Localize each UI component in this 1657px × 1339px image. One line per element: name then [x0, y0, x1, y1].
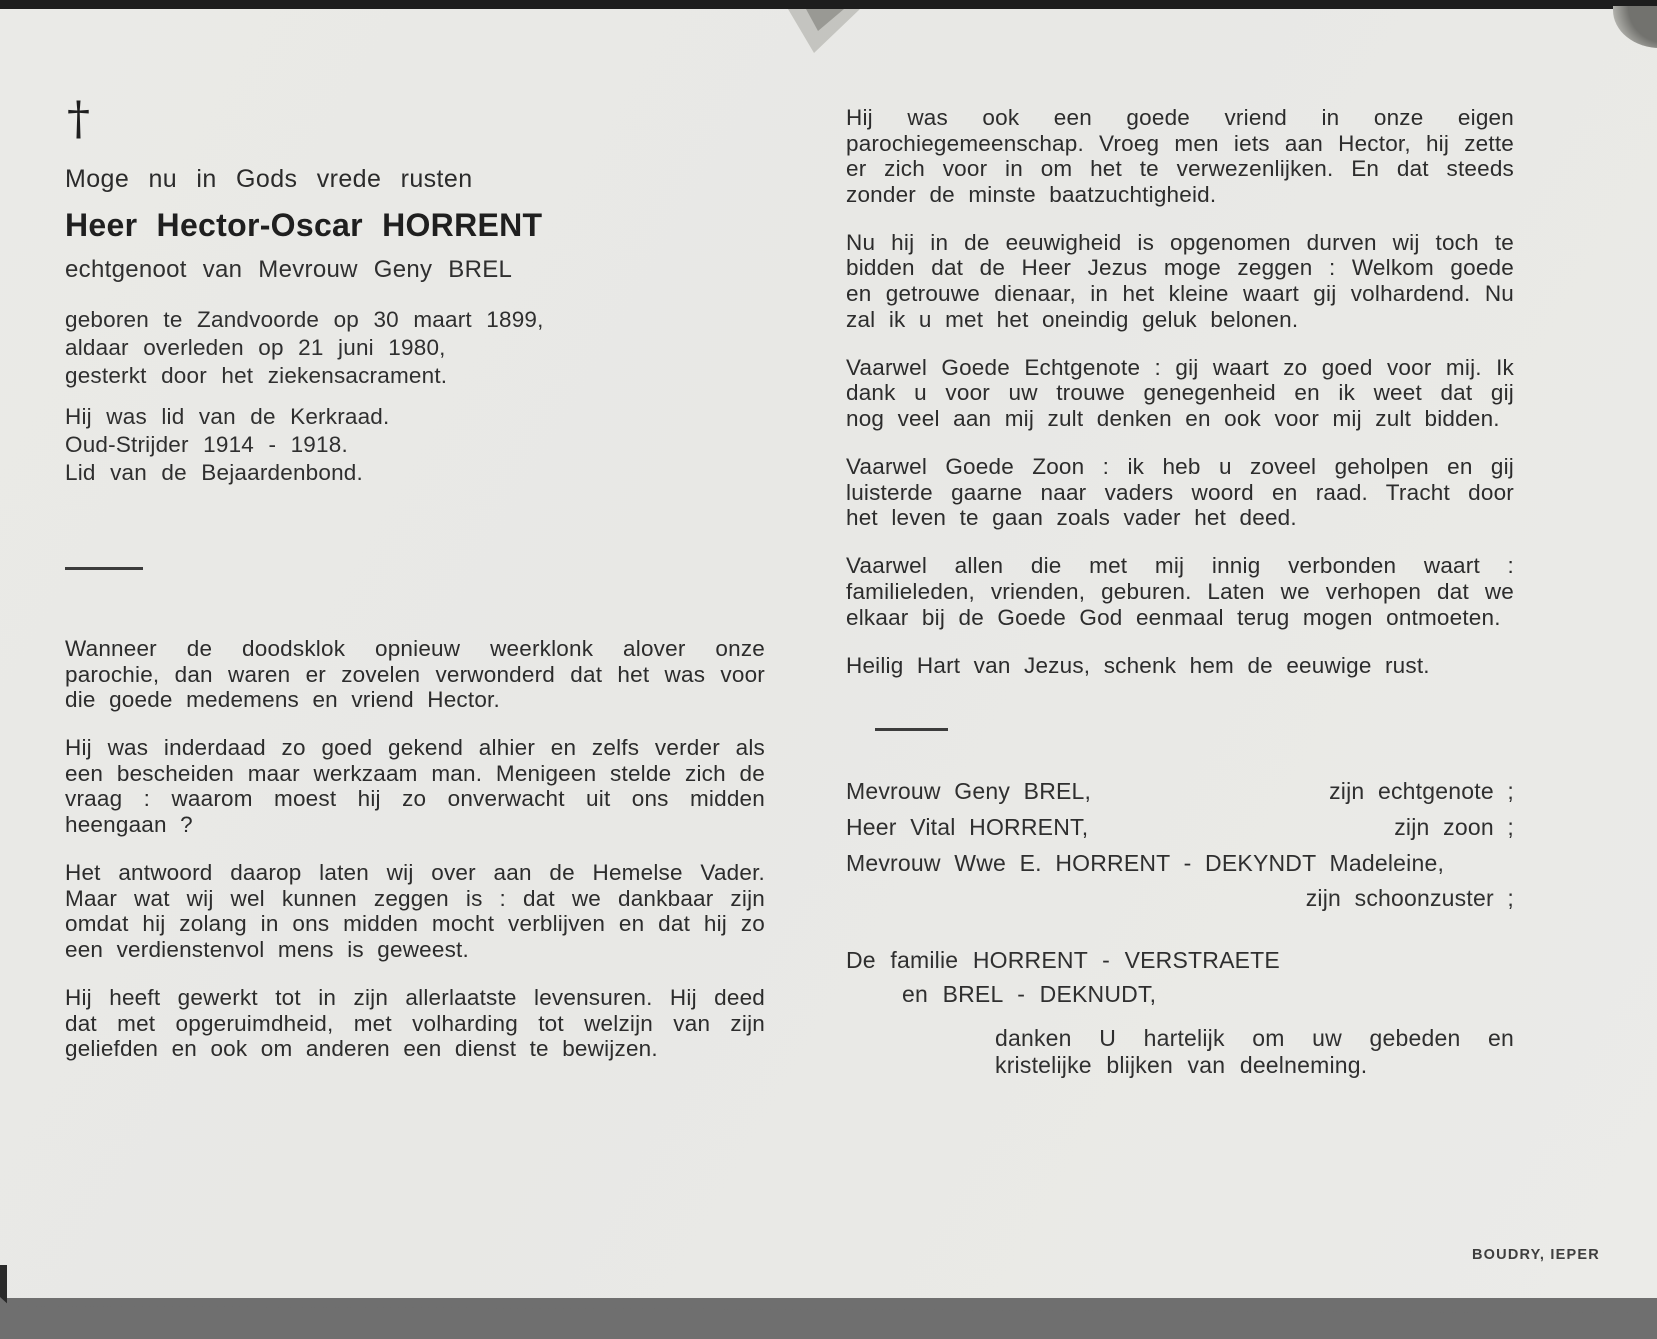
sacred-heart-prayer: Heilig Hart van Jezus, schenk hem de eeuwige rust. — [846, 652, 1430, 678]
memberships — [65, 403, 765, 487]
family-closing — [846, 947, 1514, 1007]
family-name-line: en BREL - DEKNUDT, — [902, 981, 1157, 1008]
right-column — [846, 105, 1514, 1079]
family-member-relation: zijn zoon ; — [1394, 814, 1514, 841]
farewell-all-paragraph: Vaarwel allen die met mij innig verbonden waart : familieleden, vrienden, geburen. Laten we verhopen dat we elkaar bij de Goede God eenmaal terug mogen ontmoeten. — [846, 553, 1514, 630]
farewell-spouse-paragraph: Vaarwel Goede Echtgenote : gij waart zo goed voor mij. Ik dank u voor uw trouwe genegenheid en ik weet dat gij nog veel aan mij zult denken en ook voor mij zult bidden. — [846, 354, 1514, 431]
eulogy-paragraph: Het antwoord daarop laten wij over aan de Hemelse Vader. Maar wat wij wel kunnen zeggen is : dat we dankbaar zijn omdat hij zolang in ons midden mocht verblijven en dat hij zo een verdienstenvol mens is geweest. — [65, 860, 765, 962]
membership-line: Oud-Strijder 1914 - 1918. — [65, 432, 348, 457]
eulogy-paragraph: Hij heeft gewerkt tot in zijn allerlaatste levensuren. Hij deed dat met opgeruimdheid, met volharding tot welzijn van zijn geliefden en ook om anderen een dienst te bewijzen. — [65, 985, 765, 1062]
family-row — [846, 779, 1514, 804]
family-member-name: Mevrouw Geny BREL, — [846, 778, 1092, 805]
eulogy-paragraph: Nu hij in de eeuwigheid is opgenomen durven wij toch te bidden dat de Heer Jezus moge zeggen : Welkom goede en getrouwe dienaar, in het kleine waart gij volhardend. Nu zal ik u met het oneindig geluk belonen. — [846, 229, 1514, 332]
birth-line: geboren te Zandvoorde op 30 maart 1899, — [65, 307, 544, 332]
membership-line: Hij was lid van de Kerkraad. — [65, 404, 390, 429]
family-member-name: Heer Vital HORRENT, — [846, 814, 1089, 841]
sacrament-line: gesterkt door het ziekensacrament. — [65, 363, 448, 388]
cross-icon: † — [67, 91, 90, 145]
left-column — [65, 92, 765, 1084]
family-row — [846, 851, 1514, 911]
eulogy-paragraph: Hij was ook een goede vriend in onze eigen parochiegemeenschap. Vroeg men iets aan Hector, hij zette er zich voor in om het te verwezenlijken. En dat steeds zonder de minste baatzuchtigheid. — [846, 105, 1514, 207]
spouse-line: echtgenoot van Mevrouw Geny BREL — [65, 256, 513, 283]
paper-fold-shadow — [806, 9, 844, 31]
scanner-top-edge — [0, 0, 1657, 9]
eulogy-paragraph: Wanneer de doodsklok opnieuw weerklonk alover onze parochie, dan waren er zovelen verwonderd dat het was voor die goede medemens en vriend Hector. — [65, 636, 765, 713]
section-divider — [65, 567, 143, 570]
scanner-bottom-edge — [0, 1293, 1657, 1339]
family-member-relation: zijn echtgenote ; — [1329, 778, 1514, 805]
family-name-line: De familie HORRENT - VERSTRAETE — [846, 947, 1280, 974]
death-line: aldaar overleden op 21 juni 1980, — [65, 335, 446, 360]
family-row — [846, 815, 1514, 840]
deceased-name: Heer Hector-Oscar HORRENT — [65, 207, 543, 243]
eulogy-paragraph: Hij was inderdaad zo goed gekend alhier en zelfs verder als een bescheiden maar werkzaam man. Menigeen stelde zich de vraag : waarom moest hij zo onverwacht uit ons midden heengaan ? — [65, 735, 765, 838]
membership-line: Lid van de Bejaardenbond. — [65, 460, 363, 485]
thanks-message: danken U hartelijk om uw gebeden en kristelijke blijken van deelneming. — [995, 1025, 1514, 1079]
surviving-family-list — [846, 779, 1514, 911]
family-member-name: Mevrouw Wwe E. HORRENT - DEKYNDT Madeleine, — [846, 850, 1445, 877]
section-divider — [875, 728, 948, 731]
farewell-son-paragraph: Vaarwel Goede Zoon : ik heb u zoveel geholpen en gij luisterde gaarne naar vaders woord en raad. Tracht door het leven te gaan zoals vader het deed. — [846, 454, 1514, 531]
birth-death-details — [65, 306, 765, 390]
rest-in-peace-line: Moge nu in Gods vrede rusten — [65, 165, 473, 193]
family-member-relation: zijn schoonzuster ; — [1305, 885, 1514, 912]
printer-credit: BOUDRY, IEPER — [1472, 1247, 1600, 1263]
